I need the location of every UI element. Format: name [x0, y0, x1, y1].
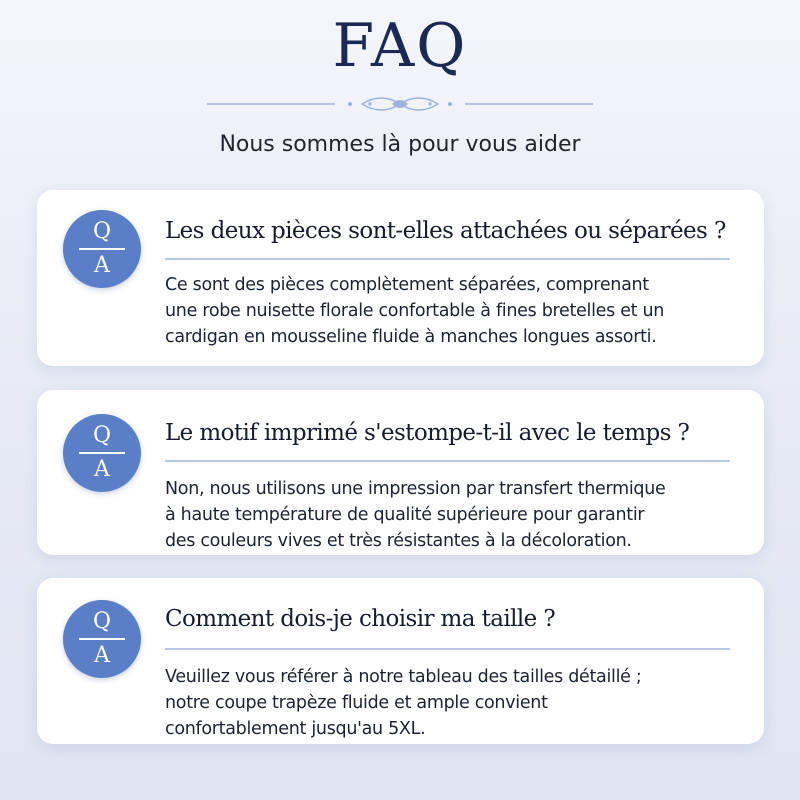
- badge-divider: [79, 452, 125, 454]
- page-subtitle: Nous sommes là pour vous aider: [219, 132, 581, 157]
- faq-question: Les deux pièces sont-elles attachées ou séparées ?: [165, 218, 726, 244]
- answer-line: Ce sont des pièces complètement séparées, comprenant: [165, 275, 649, 295]
- faq-answer: [165, 272, 736, 350]
- answer-line: à haute température de qualité supérieure pour garantir: [165, 505, 645, 525]
- qa-badge-icon: [63, 210, 141, 288]
- badge-a: A: [94, 253, 110, 278]
- faq-card: [37, 390, 764, 555]
- badge-a: A: [94, 457, 110, 482]
- qa-badge-icon: [63, 414, 141, 492]
- badge-divider: [79, 248, 125, 250]
- faq-card: [37, 578, 764, 744]
- answer-line: Non, nous utilisons une impression par transfert thermique: [165, 479, 666, 499]
- answer-line: Veuillez vous référer à notre tableau des tailles détaillé ;: [165, 667, 642, 687]
- question-divider: [165, 648, 730, 650]
- badge-a: A: [94, 643, 110, 668]
- question-divider: [165, 258, 730, 260]
- faq-question: Comment dois-je choisir ma taille ?: [165, 606, 556, 632]
- badge-divider: [79, 638, 125, 640]
- page-title: FAQ: [332, 11, 468, 81]
- ornament-divider: [0, 90, 800, 118]
- answer-line: des couleurs vives et très résistantes à la décoloration.: [165, 531, 632, 551]
- answer-line: cardigan en mousseline fluide à manches longues assorti.: [165, 327, 657, 347]
- faq-card: [37, 190, 764, 366]
- faq-answer: [165, 664, 736, 742]
- badge-q: Q: [92, 219, 112, 244]
- faq-question: Le motif imprimé s'estompe-t-il avec le temps ?: [165, 420, 690, 446]
- answer-line: notre coupe trapèze fluide et ample convient: [165, 693, 548, 713]
- answer-line: confortablement jusqu'au 5XL.: [165, 719, 426, 739]
- question-divider: [165, 460, 730, 462]
- faq-answer: [165, 476, 736, 554]
- badge-q: Q: [92, 609, 112, 634]
- badge-q: Q: [92, 423, 112, 448]
- qa-badge-icon: [63, 600, 141, 678]
- answer-line: une robe nuisette florale confortable à fines bretelles et un: [165, 301, 665, 321]
